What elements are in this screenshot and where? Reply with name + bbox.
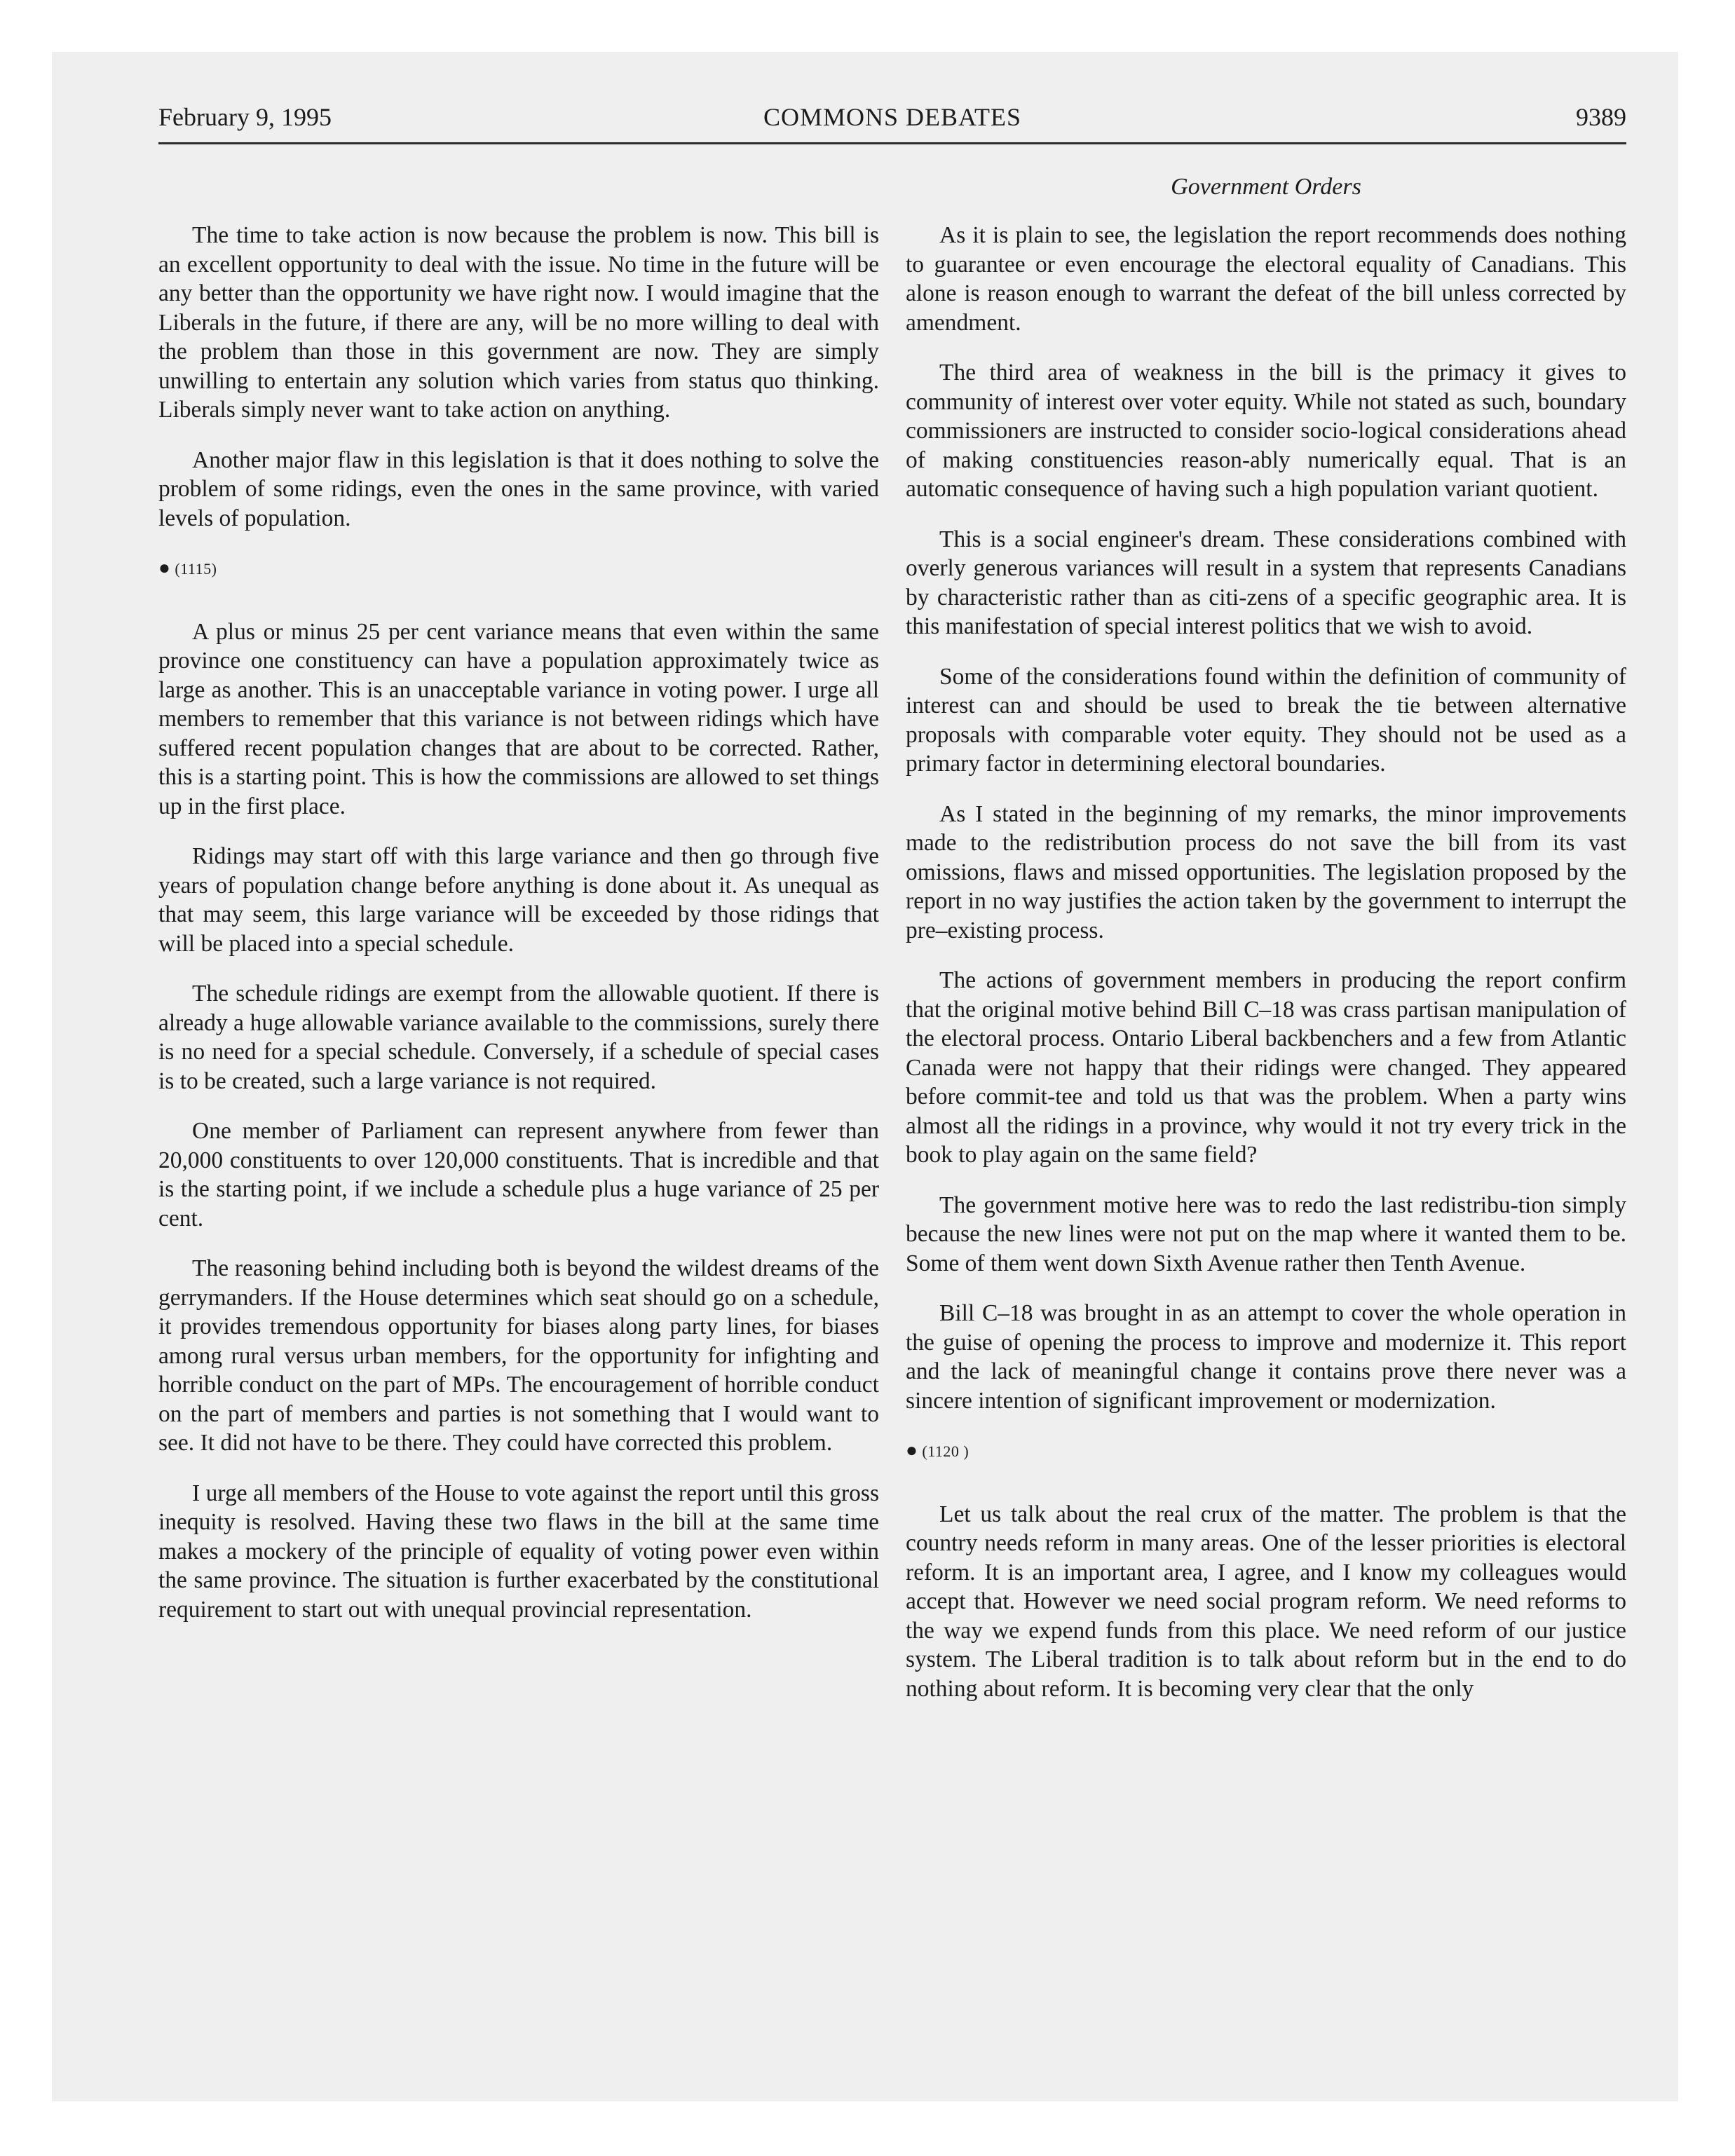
header-page-number: 9389 (1576, 103, 1626, 131)
header-rule (158, 142, 1626, 144)
paragraph: The schedule ridings are exempt from the allowable quotient. If there is already a huge allowable variance available to the commissions, surely there is no need for a special schedule. Conversely, if a schedule of special cases is to be created, such a large variance is not required. (158, 981, 879, 1094)
header-title: COMMONS DEBATES (763, 103, 1022, 131)
time-marker-label: (1120 ) (922, 1442, 969, 1460)
page-header (158, 102, 1626, 144)
paragraph: A plus or minus 25 per cent variance means that even within the same province one constituency can have a population approximately twice as large as another. This is an unacceptable variance in voting power. I urge all members to remember that this variance is not between ridings which have suffered recent population changes that are about to be corrected. Rather, this is a starting point. This is how the commissions are allowed to set things up in the first place. (158, 618, 879, 819)
paragraph: Ridings may start off with this large variance and then go through five years of population change before anything is done about it. As unequal as that may seem, this large variance will be exceeded by those ridings that will be placed into a special schedule. (158, 843, 879, 957)
bullet-icon: ● (158, 557, 171, 579)
paragraph: The government motive here was to redo the last redistribu-tion simply because the new lines were not put on the map where it wanted them to be. Some of them went down Sixth Avenue rather then Tenth Avenue. (906, 1192, 1626, 1276)
paragraph: Some of the considerations found within the definition of community of interest can and should be used to break the tie between alternative proposals with comparable voter equity. They should not be used as a primary factor in determining electoral boundaries. (906, 663, 1626, 777)
paragraph: The actions of government members in producing the report confirm that the original motive behind Bill C–18 was crass partisan manipulation of the electoral process. Ontario Liberal backbenchers and a few from Atlantic Canada were not happy that their ridings were changed. They appeared before commit-tee and told us that was the problem. When a party wins almost all the ridings in a province, why would it not try every trick in the book to play again on the same field? (906, 967, 1626, 1168)
paragraph: Another major flaw in this legislation is that it does nothing to solve the problem of some ridings, even the ones in the same province, with varied levels of population. (158, 446, 879, 531)
left-column (158, 221, 879, 1645)
paragraph: The time to take action is now because the problem is now. This bill is an excellent opportunity to deal with the issue. No time in the future will be any better than the opportunity we have right now. I would imagine that the Liberals in the future, if there are any, will be no more willing to deal with the problem than those in this government are now. They are simply unwilling to entertain any solution which varies from status quo thinking. Liberals simply never want to take action on anything. (158, 222, 879, 423)
paragraph: The third area of weakness in the bill is the primacy it gives to community of interest over voter equity. While not stated as such, boundary commissioners are instructed to consider socio-logical considerations ahead of making constituencies reason-ably numerically equal. That is an automatic consequence of having such a high population variant quotient. (906, 360, 1626, 502)
section-title: Government Orders (1171, 174, 1361, 200)
paragraph: One member of Parliament can represent anywhere from fewer than 20,000 constituents to over 120,000 constituents. That is incredible and that is the starting point, if we include a schedule plus a huge variance of 25 per cent. (158, 1118, 879, 1231)
bullet-icon: ● (906, 1440, 918, 1461)
paragraph: The reasoning behind including both is beyond the wildest dreams of the gerrymanders. If the House determines which seat should go on a schedule, it provides tremendous opportunity for biases along party lines, for biases among rural versus urban members, for the opportunity for infighting and horrible conduct on the part of MPs. The encouragement of horrible conduct on the part of members and parties is not something that I would want to see. It did not have to be there. They could have corrected this problem. (158, 1255, 879, 1456)
paragraph: Let us talk about the real crux of the matter. The problem is that the country needs reform in many areas. One of the lesser priorities is electoral reform. It is an important area, I agree, and I know my colleagues would accept that. However we need social program reform. We need reforms to the way we expend funds from this place. We need reform of our justice system. The Liberal tradition is to talk about reform but in the end to do nothing about reform. It is becoming very clear that the only (906, 1501, 1626, 1702)
time-marker (906, 1436, 1626, 1466)
time-marker-label: (1115) (175, 560, 217, 578)
time-marker (158, 554, 879, 584)
header-date: February 9, 1995 (158, 103, 332, 131)
paragraph: As it is plain to see, the legislation the report recommends does nothing to guarantee or even encourage the electoral equality of Canadians. This alone is reason enough to warrant the defeat of the bill unless corrected by amendment. (906, 222, 1626, 336)
paragraph: I urge all members of the House to vote against the report until this gross inequity is resolved. Having these two flaws in the bill at the same time makes a mockery of the principle of equality of voting power even within the same province. The situation is further exacerbated by the constitutional requirement to start out with unequal provincial representation. (158, 1480, 879, 1623)
paragraph: Bill C–18 was brought in as an attempt to cover the whole operation in the guise of opening the process to improve and modernize it. This report and the lack of meaningful change it contains prove there never was a sincere intention of significant improvement or modernization. (906, 1300, 1626, 1414)
right-column (906, 221, 1626, 1724)
paragraph: This is a social engineer's dream. These considerations combined with overly generous variances will result in a system that represents Canadians by characteristic rather than as citi-zens of a specific geographic area. It is this manifestation of special interest politics that we wish to avoid. (906, 526, 1626, 639)
paragraph: As I stated in the beginning of my remarks, the minor improvements made to the redistribution process do not save the bill from its vast omissions, flaws and missed opportunities. The legislation proposed by the report in no way justifies the action taken by the government to interrupt the pre–existing process. (906, 800, 1626, 943)
